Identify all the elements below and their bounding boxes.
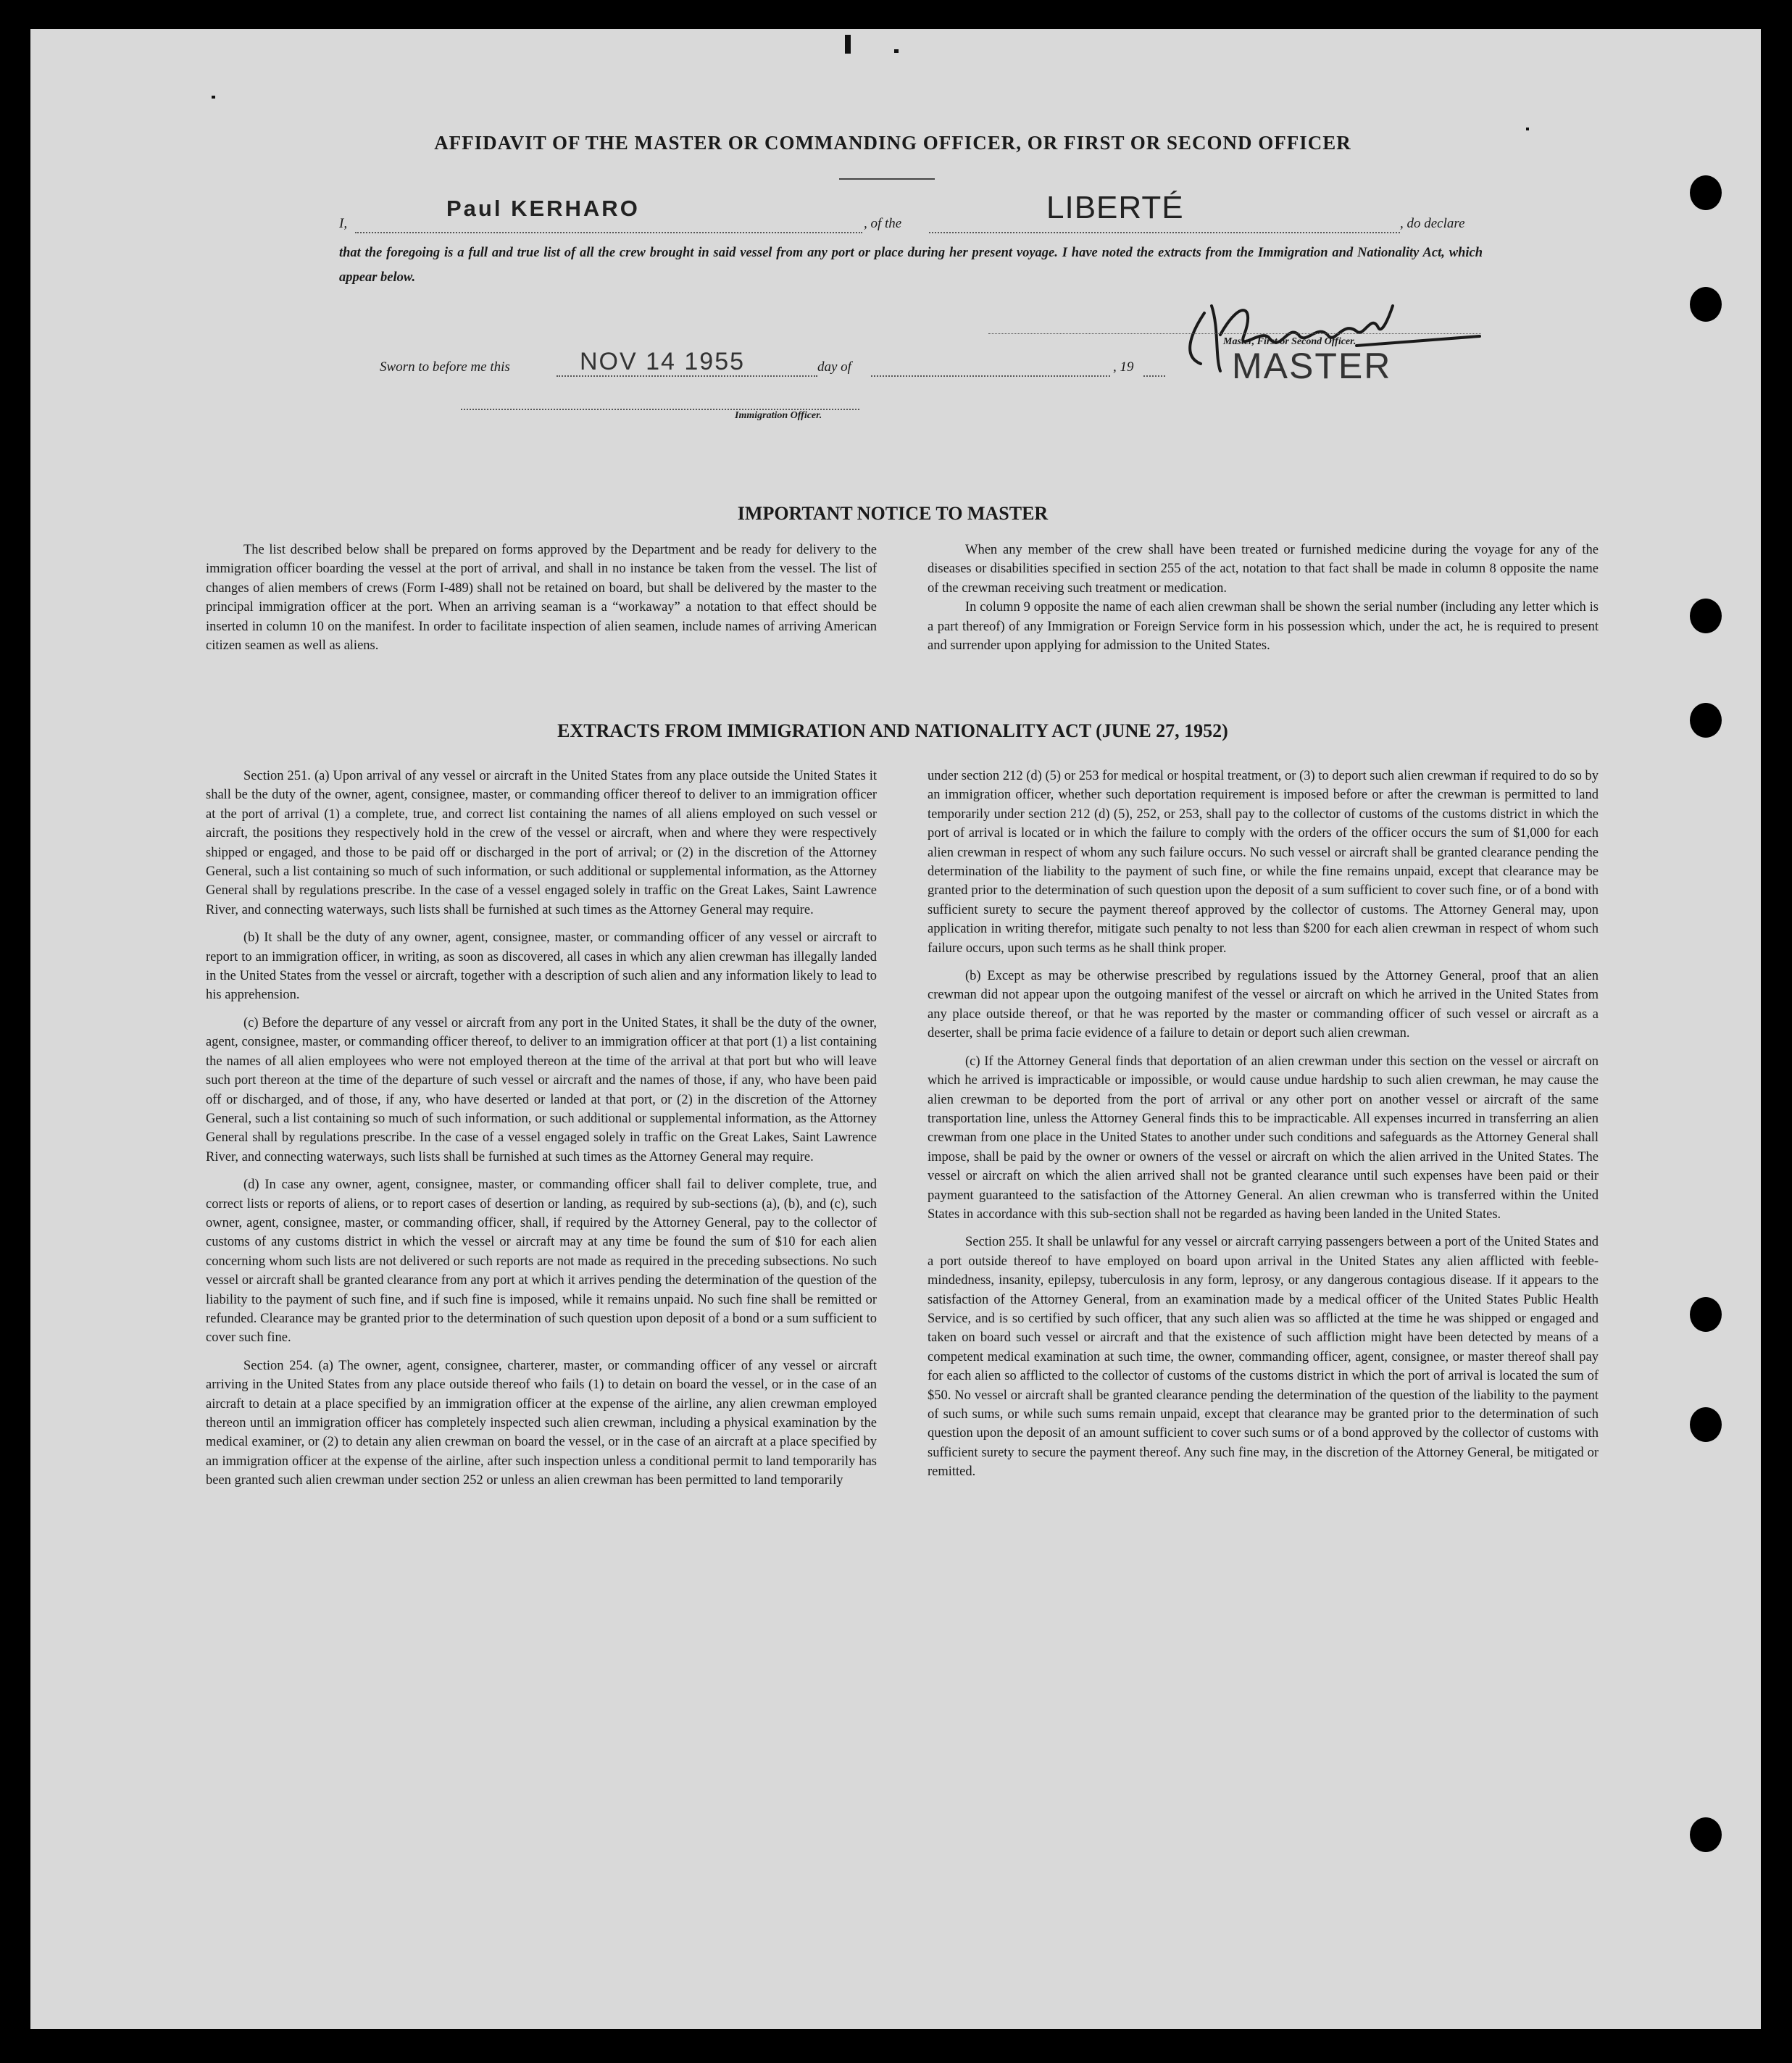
margin-speck bbox=[1526, 128, 1529, 130]
punch-hole bbox=[1690, 287, 1722, 322]
notice-right-paragraph: When any member of the crew shall have been treated or furnished medicine during the voyage for any of the diseases or disabilities specified in section 255 of the act, notation to that fact shall be made in column 8 opposite the name of the crewman receiving such treatment or medication. bbox=[928, 543, 1599, 596]
act-paragraph: (c) Before the departure of any vessel or aircraft from any port in the United States, it shall be the duty of the owner, agent, consignee, master, or commanding officer thereof, to deliver to an immigration officer at that port (1) a list containing the names of all alien employees who were not employed thereon at the time of the arrival at that port but who will leave such port thereon at the time of the departure of such vessel or aircraft and the names of those, if any, who have been paid off or discharged, and of those, if any, who have deserted or landed at that port, or (2) in the discretion of the Attorney General, such a list containing so much of such information, or such additional or supplemental information, as the Attorney General shall by regulations prescribe. In the case of a vessel engaged solely in traffic on the Great Lakes, Saint Lawrence River, and connecting waterways, such lists shall be furnished at such times as the Attorney General may require. bbox=[206, 1015, 877, 1164]
notice-left-column bbox=[206, 541, 877, 655]
i-label: I, bbox=[339, 216, 348, 231]
act-paragraph: Section 255. It shall be unlawful for any vessel or aircraft carrying passengers between a port of the United States and a port outside thereof to have employed on board upon arrival in the United States any alien afflicted with feeble-mindedness, insanity, epilepsy, tuberculosis in any form, leprosy, or any dangerous contagious disease. If it appears to the satisfaction of the Attorney General, from an examination made by a medical officer of the United States Public Health Service, and is so certified by such officer, that any such alien was so afflicted at the time he was shipped or engaged and taken on board such vessel or aircraft and that the existence of such affliction might have been detected by means of a competent medical examination at such time, the owner, commanding officer, agent, consignee, or master thereof shall pay for each alien so afflicted to the collector of customs of the customs district in which the port of arrival is located the sum of $50. No vessel or aircraft shall be granted clearance pending the determination of the question of the liability to the payment of such sums, or while such sums remain unpaid, except that clearance may be granted prior to the determination of such question upon the deposit of an amount sufficient to cover such sums or of a bond approved by the collector of customs with sufficient surety to secure the payment thereof. Any such fine may, in the discretion of the Attorney General, be mitigated or remitted. bbox=[928, 1235, 1599, 1480]
punch-hole bbox=[1690, 175, 1722, 210]
signature-line bbox=[988, 333, 1481, 334]
affidavit-title: AFFIDAVIT OF THE MASTER OR COMMANDING OFFICER, OR FIRST OR SECOND OFFICER bbox=[434, 132, 1351, 154]
act-paragraph-continued: under section 212 (d) (5) or 253 for medical or hospital treatment, or (3) to deport such alien crewman if required to do so by an immigration officer, whether such deportation requirement is imposed before or after the crewman is permitted to land temporarily under section 212 (d) (5), 252, or 253, shall pay to the collector of customs of the customs district in which the port of arrival is located or in which the failure to comply with the orders of the officer occurs the sum of $1,000 for each alien crewman in respect of whom any such failure occurs. No such vessel or aircraft shall be granted clearance pending the determination of the liability to the payment of such fine, or while the fine remains unpaid, except that clearance may be granted prior to the determination of such question upon the deposit of a sum sufficient to cover such fine, or of a bond with sufficient surety to secure the payment thereof approved by the collector of customs. The Attorney General may, upon application in writing therefor, mitigate such penalty to not less than $200 for each alien crewman in respect of whom such failure occurs, upon such terms as he shall think proper. bbox=[928, 769, 1599, 956]
punch-hole bbox=[1690, 1817, 1722, 1852]
sworn-label: Sworn to before me this bbox=[380, 359, 510, 375]
signature-caption: Master, First or Second Officer. bbox=[1223, 336, 1356, 347]
vessel-line bbox=[929, 232, 1400, 233]
extracts-left-column bbox=[206, 767, 877, 1491]
sworn-date-stamp: NOV 14 1955 bbox=[580, 348, 746, 375]
month-line bbox=[871, 375, 1110, 377]
act-paragraph: (b) Except as may be otherwise prescribed by regulations issued by the Attorney General, proof that an alien crewman did not appear upon the outgoing manifest of the vessel or aircraft on which he arrived in the United States from any place outside thereof, or that he was reported by the master or commanding officer of such vessel or aircraft as a deserter, shall be prima facie evidence of a failure to detain or deport such alien crewman. bbox=[928, 969, 1599, 1041]
name-line bbox=[355, 232, 862, 233]
notice-right-column bbox=[928, 541, 1599, 655]
corner-speck bbox=[212, 96, 215, 99]
act-paragraph: Section 251. (a) Upon arrival of any vessel or aircraft in the United States from any place outside the United States it shall be the duty of the owner, agent, consignee, master, or commanding officer thereof to deliver to an immigration officer at the port of arrival (1) a complete, true, and correct list containing the names of all aliens employed on such vessel or aircraft, the positions they respectively hold in the crew of the vessel or aircraft, when and where they were respectively shipped or engaged, and those to be paid off or discharged in the port of arrival; or (2) in the discretion of the Attorney General, such a list containing so much of such information, or such additional or supplemental information, as the Attorney General shall by regulations prescribe. In the case of a vessel engaged solely in traffic on the Great Lakes, Saint Lawrence River, and connecting waterways, such lists shall be furnished at such times as the Attorney General may require. bbox=[206, 769, 877, 917]
act-paragraph: (c) If the Attorney General finds that deportation of an alien crewman under this section on the vessel or aircraft on which he arrived is impracticable or impossible, or would cause undue hardship to such alien crewman, he may cause the alien crewman to be deported from the port of arrival or any other port on another vessel or aircraft of the same transportation line, unless the Attorney General finds this to be impracticable. All expenses incurred in transferring an alien crewman from one place in the United States to another under such conditions and safeguards as the Attorney General shall impose, shall be paid by the owner or owners of the vessel or aircraft on which the alien arrived in the United States. The vessel or aircraft on which the alien arrived shall not be granted clearance until such expenses have been paid or their payment guaranteed to the satisfaction of the Attorney General. An alien crewman who is transferred within the United States in accordance with this sub-section shall not be regarded as having been landed in the United States. bbox=[928, 1054, 1599, 1222]
notice-left-paragraph: The list described below shall be prepared on forms approved by the Department and be ready for delivery to the immigration officer boarding the vessel at the port of arrival, and shall in no instance be taken from the vessel. The list of changes of alien members of crews (Form I-489) shall not be retained on board, but shall be delivered by the master to the principal immigration officer at the port. When an arriving seaman is a “workaway” a notation to that effect should be inserted in column 10 on the manifest. In order to facilitate inspection of alien seamen, include names of arriving American citizen seamen as well as aliens. bbox=[206, 543, 877, 654]
punch-hole bbox=[1690, 1407, 1722, 1442]
immigration-officer-label: Immigration Officer. bbox=[735, 410, 822, 421]
master-name: Paul KERHARO bbox=[446, 196, 640, 221]
punch-hole bbox=[1690, 1297, 1722, 1332]
punch-hole bbox=[1690, 599, 1722, 633]
top-mark-dot bbox=[894, 49, 899, 53]
extracts-right-column bbox=[928, 767, 1599, 1482]
document-page bbox=[30, 29, 1761, 2029]
notice-right-paragraph: In column 9 opposite the name of each alien crewman shall be shown the serial number (including any letter which is a part thereof) of any Immigration or Foreign Service form in his possession which, under the act, he is required to present and surrender upon applying for admission to the United States. bbox=[928, 600, 1599, 654]
punch-hole bbox=[1690, 703, 1722, 738]
title-rule bbox=[839, 178, 935, 180]
act-paragraph: (b) It shall be the duty of any owner, agent, consignee, master, or commanding officer of any vessel or aircraft to report to an immigration officer, in writing, as soon as discovered, all cases in which any alien crewman has illegally landed in the United States from the vessel or aircraft, together with a description of such alien and any information likely to lead to his apprehension. bbox=[206, 930, 877, 1003]
declaration-text: that the foregoing is a full and true list of all the crew brought in said vessel from any port or place during her present voyage. I have noted the extracts from the Immigration and Nationality Act, which appear below. bbox=[339, 246, 1483, 285]
of-the-label: , of the bbox=[864, 216, 902, 231]
do-declare-label: , do declare bbox=[1400, 216, 1465, 231]
master-stamp: MASTER bbox=[1232, 346, 1392, 386]
act-paragraph: (d) In case any owner, agent, consignee, master, or commanding officer shall fail to deliver complete, true, and correct lists or reports of aliens, or to report cases of desertion or landing, as required by sub-sections (a), (b), and (c), such owner, agent, consignee, master, or commanding officer, shall, if required by the Attorney General, pay to the collector of customs of any customs district in which the vessel or aircraft may at any time be found the sum of $10 for each alien concerning whom such lists are not delivered or such reports are not made as required in the preceding subsections. No such vessel or aircraft shall be granted clearance from any port at which it arrives pending the determination of the question of the liability to the payment of such fine, and if such fine is imposed, while it remains unpaid. No such fine shall be remitted or refunded. Clearance may be granted prior to the determination of such question upon deposit of a bond or a sum sufficient to cover such fine. bbox=[206, 1178, 877, 1346]
top-mark bbox=[845, 35, 851, 54]
act-paragraph: Section 254. (a) The owner, agent, consignee, charterer, master, or commanding officer of any vessel or aircraft arriving in the United States from any place outside thereof who fails (1) to detain on board the vessel, or in the case of an aircraft to detain at a place specified by an immigration officer at the expense of the airline, any alien crewman employed thereon until an immigration officer has completely inspected such alien crewman, including a physical examination by the medical examiner, or (2) to detain any alien crewman on board the vessel, or in the case of an aircraft at a place specified by an immigration officer at the expense of the airline, after such inspection unless a conditional permit to land temporarily has been granted such alien crewman under section 252 or unless an alien crewman has been permitted to land temporarily bbox=[206, 1358, 877, 1488]
vessel-name: LIBERTÉ bbox=[1046, 190, 1184, 225]
day-of-label: day of bbox=[817, 359, 851, 375]
notice-title: IMPORTANT NOTICE TO MASTER bbox=[737, 503, 1049, 524]
year-label: , 19 bbox=[1113, 359, 1134, 375]
extracts-title: EXTRACTS FROM IMMIGRATION AND NATIONALITY ACT (JUNE 27, 1952) bbox=[557, 720, 1228, 741]
